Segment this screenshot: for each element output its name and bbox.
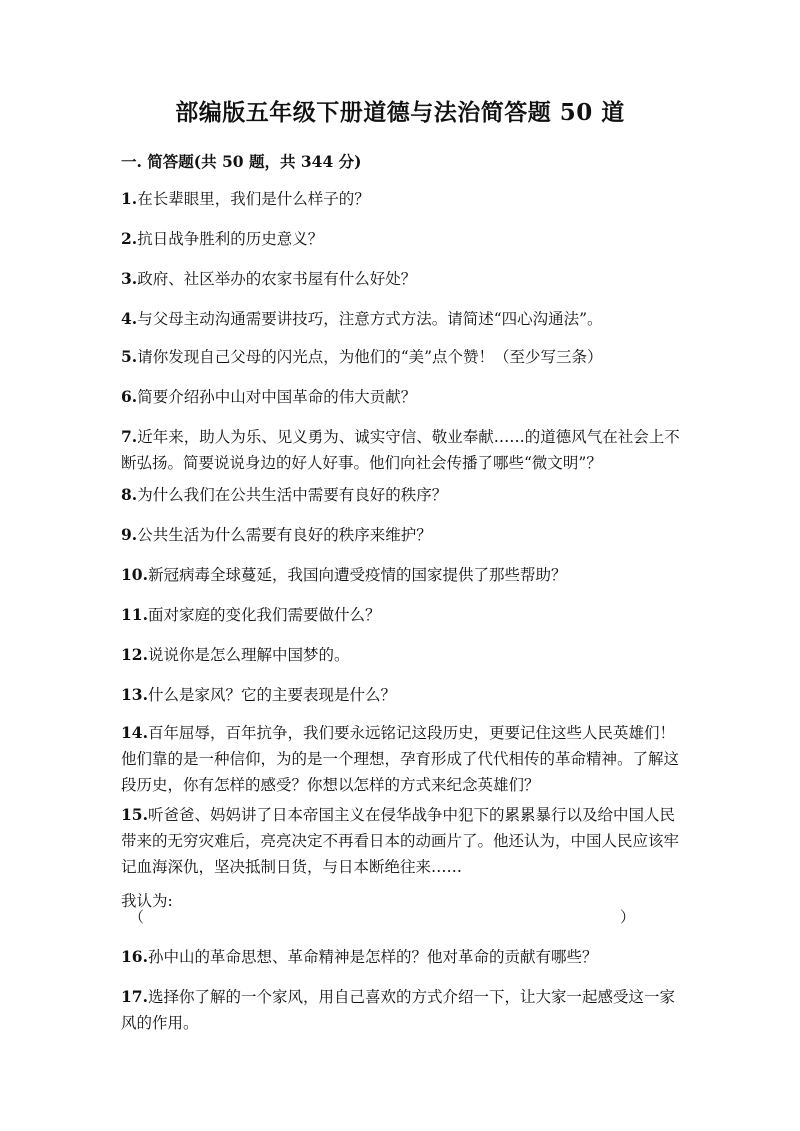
answer-open-paren: （ <box>129 908 145 926</box>
question-11 <box>121 602 681 628</box>
question-13 <box>121 682 681 708</box>
question-text: 近年来，助人为乐、见义勇为、诚实守信、敬业奉献……的道德风气在社会上不断弘扬。简要说说身边的好人好事。他们向社会传播了哪些“微文明”？ <box>121 428 680 472</box>
question-8 <box>121 482 681 508</box>
question-15 <box>121 802 681 880</box>
question-number: 14. <box>121 723 148 742</box>
question-text: 说说你是怎么理解中国梦的。 <box>147 646 350 664</box>
question-number: 5. <box>121 347 138 366</box>
question-text: 简要介绍孙中山对中国革命的伟大贡献？ <box>137 388 417 406</box>
question-number: 12. <box>121 645 148 664</box>
question-text: 孙中山的革命思想、革命精神是怎样的？他对革命的贡献有哪些？ <box>147 948 598 966</box>
question-7 <box>121 424 681 476</box>
question-number: 17. <box>121 987 148 1006</box>
question-text: 请你发现自己父母的闪光点，为他们的“美”点个赞！（至少写三条） <box>137 348 603 366</box>
question-5 <box>121 344 681 370</box>
question-16 <box>121 944 681 970</box>
question-number: 8. <box>121 485 138 504</box>
page-title: 部编版五年级下册道德与法治简答题 50 道 <box>175 99 625 126</box>
question-number: 4. <box>121 309 138 328</box>
question-text: 在长辈眼里，我们是什么样子的？ <box>137 190 370 208</box>
answer-label: 我认为: <box>121 892 173 910</box>
question-number: 13. <box>121 685 148 704</box>
question-number: 3. <box>121 269 138 288</box>
question-number: 15. <box>121 805 148 824</box>
question-text: 百年屈辱，百年抗争，我们要永远铭记这段历史，更要记住这些人民英雄们！他们靠的是一种信仰，为的是一个理想，孕育形成了代代相传的革命精神。了解这段历史，你有怎样的感受？你想以怎样的方式来纪念英雄们？ <box>121 724 680 794</box>
question-number: 10. <box>121 565 148 584</box>
question-text: 为什么我们在公共生活中需要有良好的秩序？ <box>137 486 448 504</box>
answer-close-paren: ） <box>620 908 636 926</box>
question-number: 1. <box>121 189 138 208</box>
question-3 <box>121 266 681 292</box>
question-4 <box>121 306 681 332</box>
question-text: 公共生活为什么需要有良好的秩序来维护？ <box>137 526 432 544</box>
section-heading: 一. 简答题(共 50 题，共 344 分) <box>121 152 362 171</box>
question-1 <box>121 186 681 212</box>
question-number: 6. <box>121 387 138 406</box>
question-9 <box>121 522 681 548</box>
question-number: 7. <box>121 427 138 446</box>
question-text: 政府、社区举办的农家书屋有什么好处？ <box>137 270 417 288</box>
question-12 <box>121 642 681 668</box>
question-6 <box>121 384 681 410</box>
question-17 <box>121 984 681 1036</box>
question-number: 11. <box>121 605 148 624</box>
question-text: 什么是家风？它的主要表现是什么？ <box>147 686 396 704</box>
question-text: 与父母主动沟通需要讲技巧，注意方式方法。请简述“四心沟通法”。 <box>137 310 603 328</box>
question-number: 2. <box>121 229 138 248</box>
question-text: 听爸爸、妈妈讲了日本帝国主义在侵华战争中犯下的累累暴行以及给中国人民带来的无穷灾难后，亮亮决定不再看日本的动画片了。他还认为，中国人民应该牢记血海深仇，坚决抵制日货，与日本断绝往来…… <box>121 806 680 876</box>
question-text: 选择你了解的一个家风，用自己喜欢的方式介绍一下，让大家一起感受这一家风的作用。 <box>121 988 675 1032</box>
question-number: 16. <box>121 947 148 966</box>
question-2 <box>121 226 681 252</box>
question-text: 面对家庭的变化我们需要做什么？ <box>147 606 381 624</box>
question-number: 9. <box>121 525 138 544</box>
question-14 <box>121 720 681 798</box>
question-text: 新冠病毒全球蔓延，我国向遭受疫情的国家提供了那些帮助？ <box>147 566 567 584</box>
question-10 <box>121 562 681 588</box>
question-text: 抗日战争胜利的历史意义？ <box>137 230 324 248</box>
